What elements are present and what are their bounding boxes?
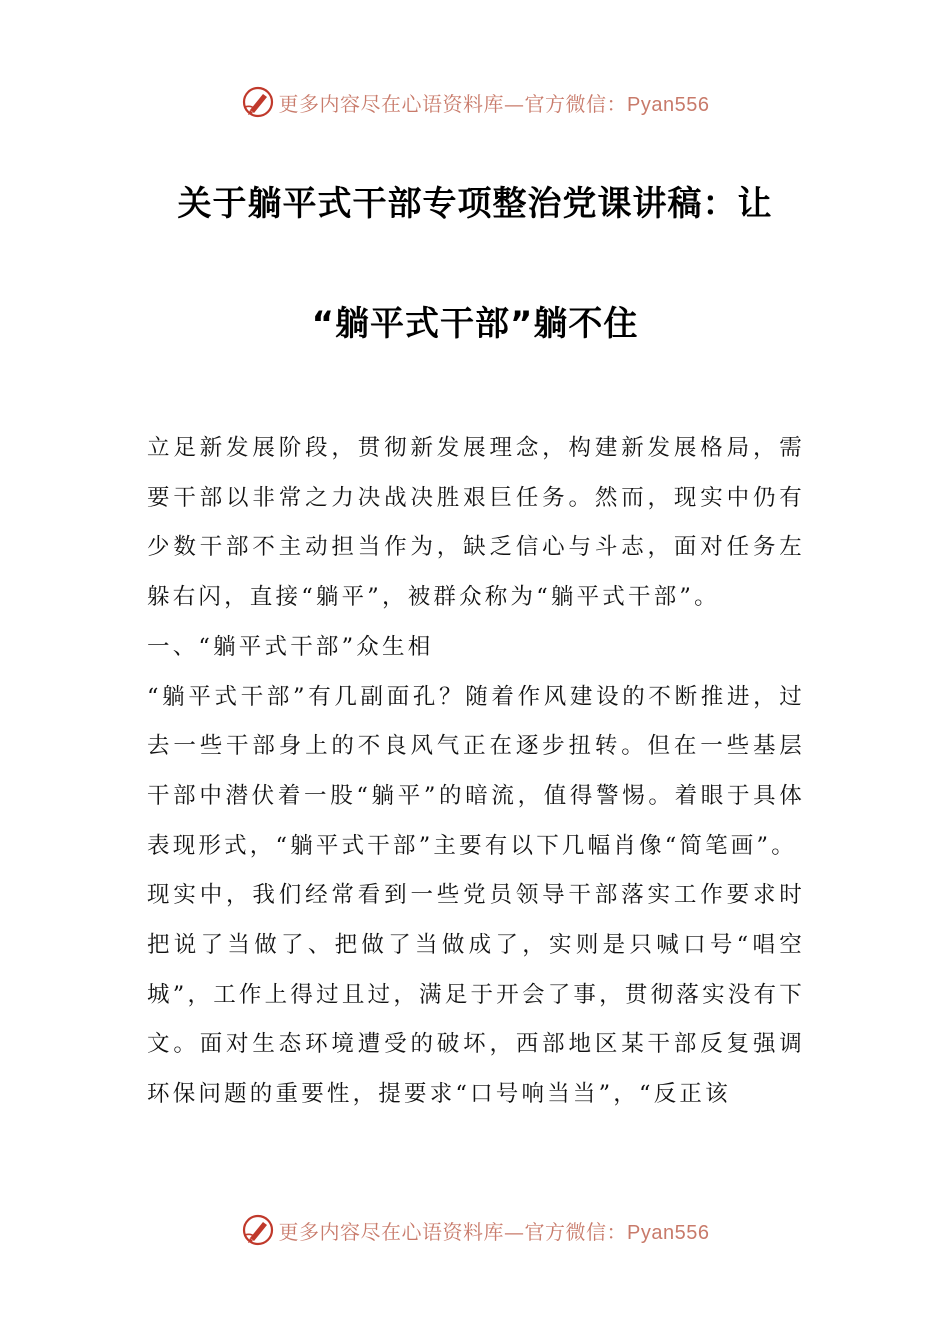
watermark-label: 更多内容尽在心语资料库—官方微信：: [278, 1219, 628, 1244]
watermark-text: [279, 88, 710, 117]
watermark-handle: Pyan556: [627, 1221, 710, 1244]
paragraph-reality: 现实中，我们经常看到一些党员领导干部落实工作要求时把说了当做了、把做了当做成了，实则是只喊口号“唱空城”，工作上得过且过，满足于开会了事，贯彻落实没有下文。面对生态环境遭受的破坏，西部地区某干部反复强调环保问题的重要性，提要求“口号响当当”，“反正该: [147, 882, 805, 1108]
watermark-handle: Pyan556: [627, 93, 710, 116]
paragraph-intro: 立足新发展阶段，贯彻新发展理念，构建新发展格局，需要干部以非常之力决战决胜艰巨任务。然而，现实中仍有少数干部不主动担当作为，缺乏信心与斗志，面对任务左躲右闪，直接“躺平”，被群众称为“躺平式干部”。: [147, 435, 805, 611]
footer-watermark: [0, 1210, 950, 1250]
document-title-line-2: “躺平式干部”躺不住: [311, 304, 639, 344]
paragraph-faces: “躺平式干部”有几副面孔？随着作风建设的不断推进，过去一些干部身上的不良风气正在逐步扭转。但在一些基层干部中潜伏着一股“躺平”的暗流，值得警惕。着眼于具体表现形式，“躺平式干部”主要有以下几幅肖像“简笔画”。: [147, 683, 805, 859]
pen-logo-icon: [241, 85, 275, 119]
watermark-label: 更多内容尽在心语资料库—官方微信：: [278, 91, 628, 116]
header-watermark: [0, 82, 950, 122]
watermark-text: [279, 1216, 710, 1245]
document-title-line-1: 关于躺平式干部专项整治党课讲稿：让: [177, 184, 773, 224]
document-body: [147, 424, 805, 1120]
pen-logo-icon: [241, 1213, 275, 1247]
section-heading: 一、“躺平式干部”众生相: [147, 633, 434, 660]
